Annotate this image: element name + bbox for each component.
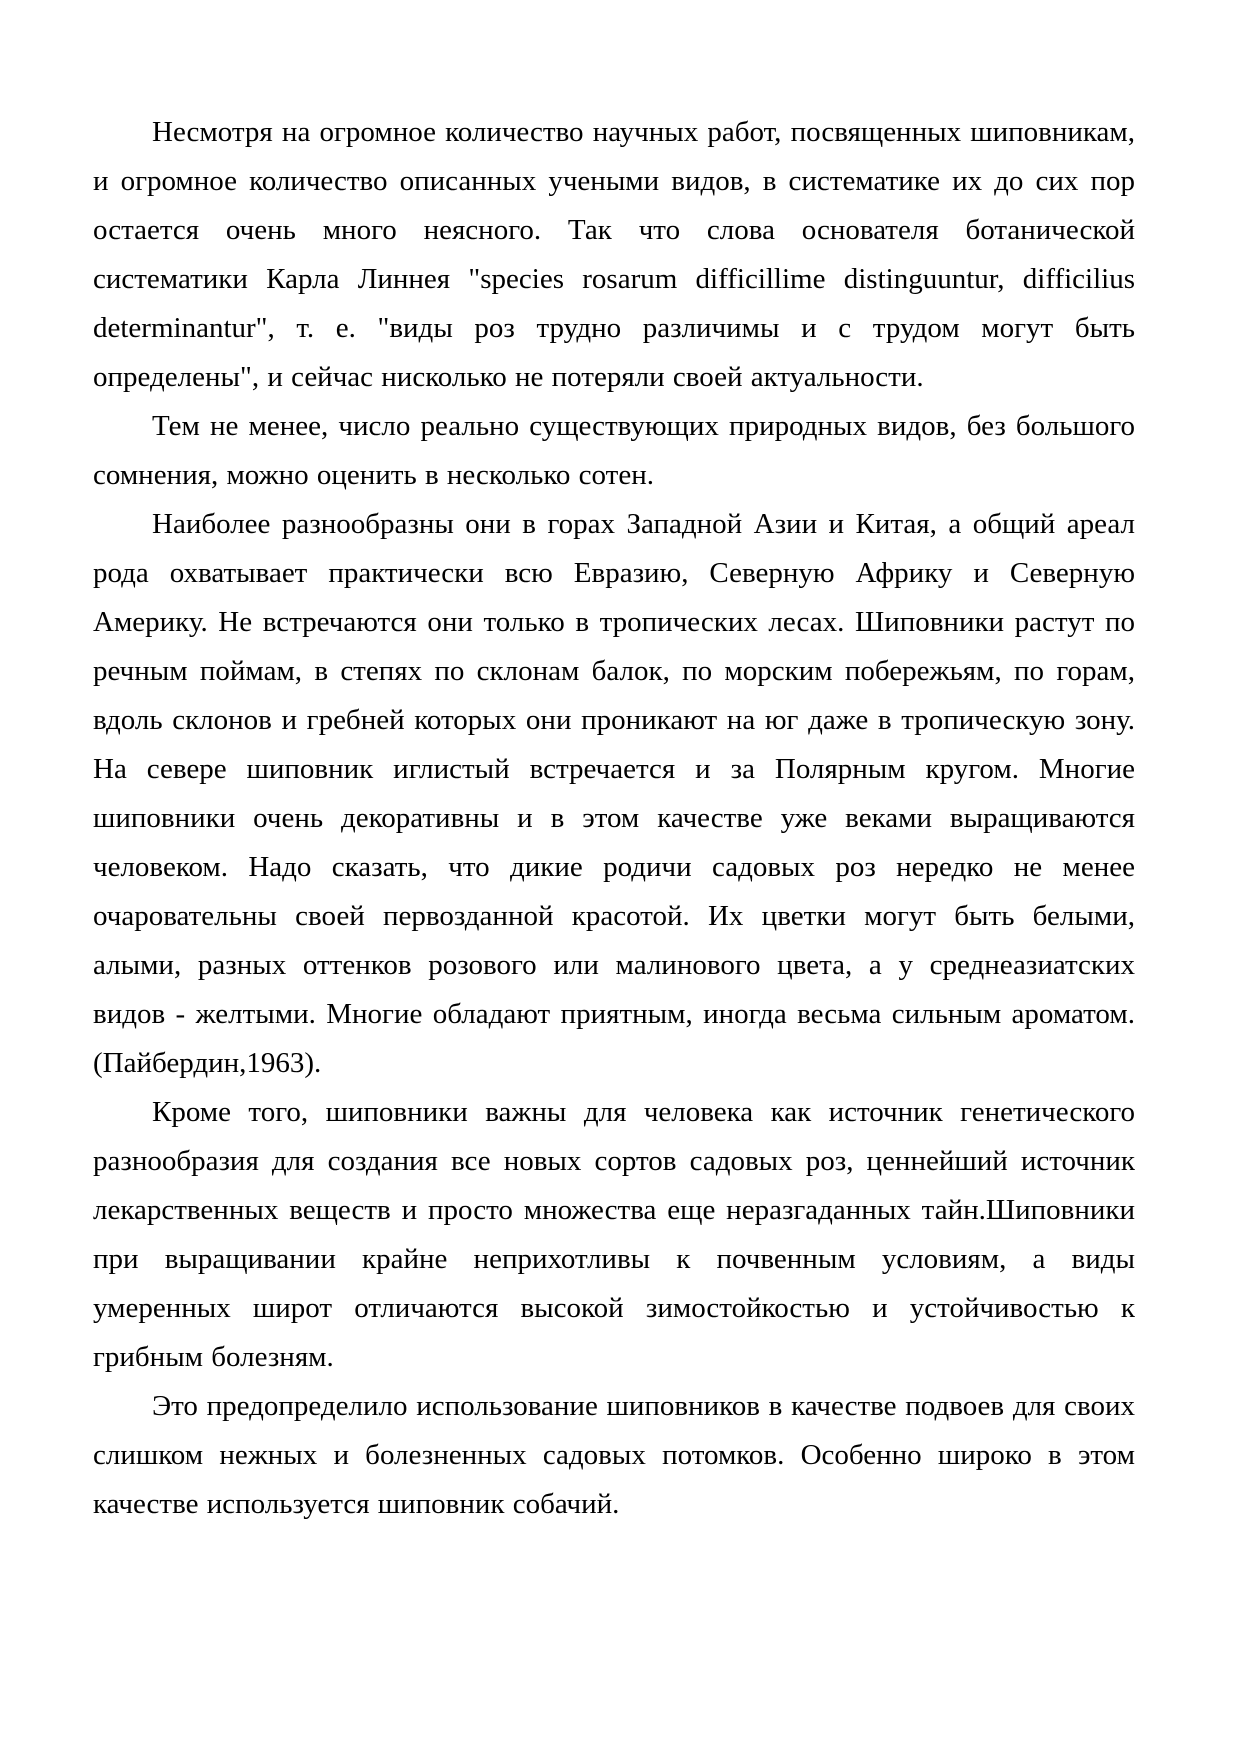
paragraph-species-count: Тем не менее, число реально существующих природных видов, без большого сомнения, можно оценить в несколько сотен. (93, 410, 1135, 491)
paragraph-genetic-value: Кроме того, шиповники важны для человека как источник генетического разнообразия для создания все новых сортов садовых роз, ценнейший источник лекарственных веществ и просто множества еще неразгаданных тайн.Шиповники при выращивании крайне неприхотливы к почвенным условиям, а виды умеренных широт отличаются высокой зимостойкостью и устойчивостью к грибным болезням. (93, 1096, 1135, 1373)
paragraph-intro-systematics: Несмотря на огромное количество научных работ, посвященных шиповникам, и огромное количество описанных учеными видов, в систематике их до сих пор остается очень много неясного. Так что слова основателя ботанической систематики Карла Линнея "species rosarum difficillime distinguuntur, difficilius determinantur", т. е. "виды роз трудно различимы и с трудом могут быть определены", и сейчас нисколько не потеряли своей актуальности. (93, 116, 1135, 393)
document-text (93, 108, 1135, 1529)
paragraph-distribution-decorative: Наиболее разнообразны они в горах Западной Азии и Китая, а общий ареал рода охватывает практически всю Евразию, Северную Африку и Северную Америку. Не встречаются они только в тропических лесах. Шиповники растут по речным поймам, в степях по склонам балок, по морским побережьям, по горам, вдоль склонов и гребней которых они проникают на юг даже в тропическую зону. На севере шиповник иглистый встречается и за Полярным кругом. Многие шиповники очень декоративны и в этом качестве уже веками выращиваются человеком. Надо сказать, что дикие родичи садовых роз нередко не менее очаровательны своей первозданной красотой. Их цветки могут быть белыми, алыми, разных оттенков розового или малинового цвета, а у среднеазиатских видов - желтыми. Многие обладают приятным, иногда весьма сильным ароматом. (Пайбердин,1963). (93, 508, 1135, 1079)
paragraph-rootstock-use: Это предопределило использование шиповников в качестве подвоев для своих слишком нежных и болезненных садовых потомков. Особенно широко в этом качестве используется шиповник собачий. (93, 1390, 1135, 1520)
